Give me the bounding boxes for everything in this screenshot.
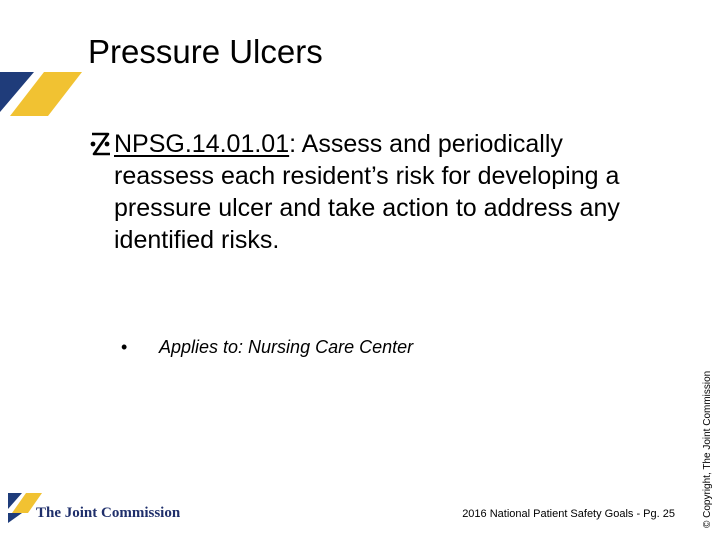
z-bullet-icon [88,130,114,158]
logo-wordmark: The Joint Commission [36,505,181,521]
corner-decoration [0,0,90,130]
copyright-notice: © Copyright, The Joint Commission [702,370,713,528]
sub-bullet-text: Applies to: Nursing Care Center [159,337,414,357]
npsg-reference: NPSG.14.01.01 [114,130,290,158]
slide-title: Pressure Ulcers [88,33,323,70]
footer-page-info: 2016 National Patient Safety Goals - Pg. 25 [462,508,675,520]
reference-separator: : [289,130,297,158]
main-bullet-text [114,128,668,256]
main-bullet [88,128,668,256]
sub-bullet-marker: • [121,337,128,357]
bullet-body: Assess and periodically reassess each resident’s risk for developing a pressure ulcer and take action to address any identified risks. [114,130,620,254]
